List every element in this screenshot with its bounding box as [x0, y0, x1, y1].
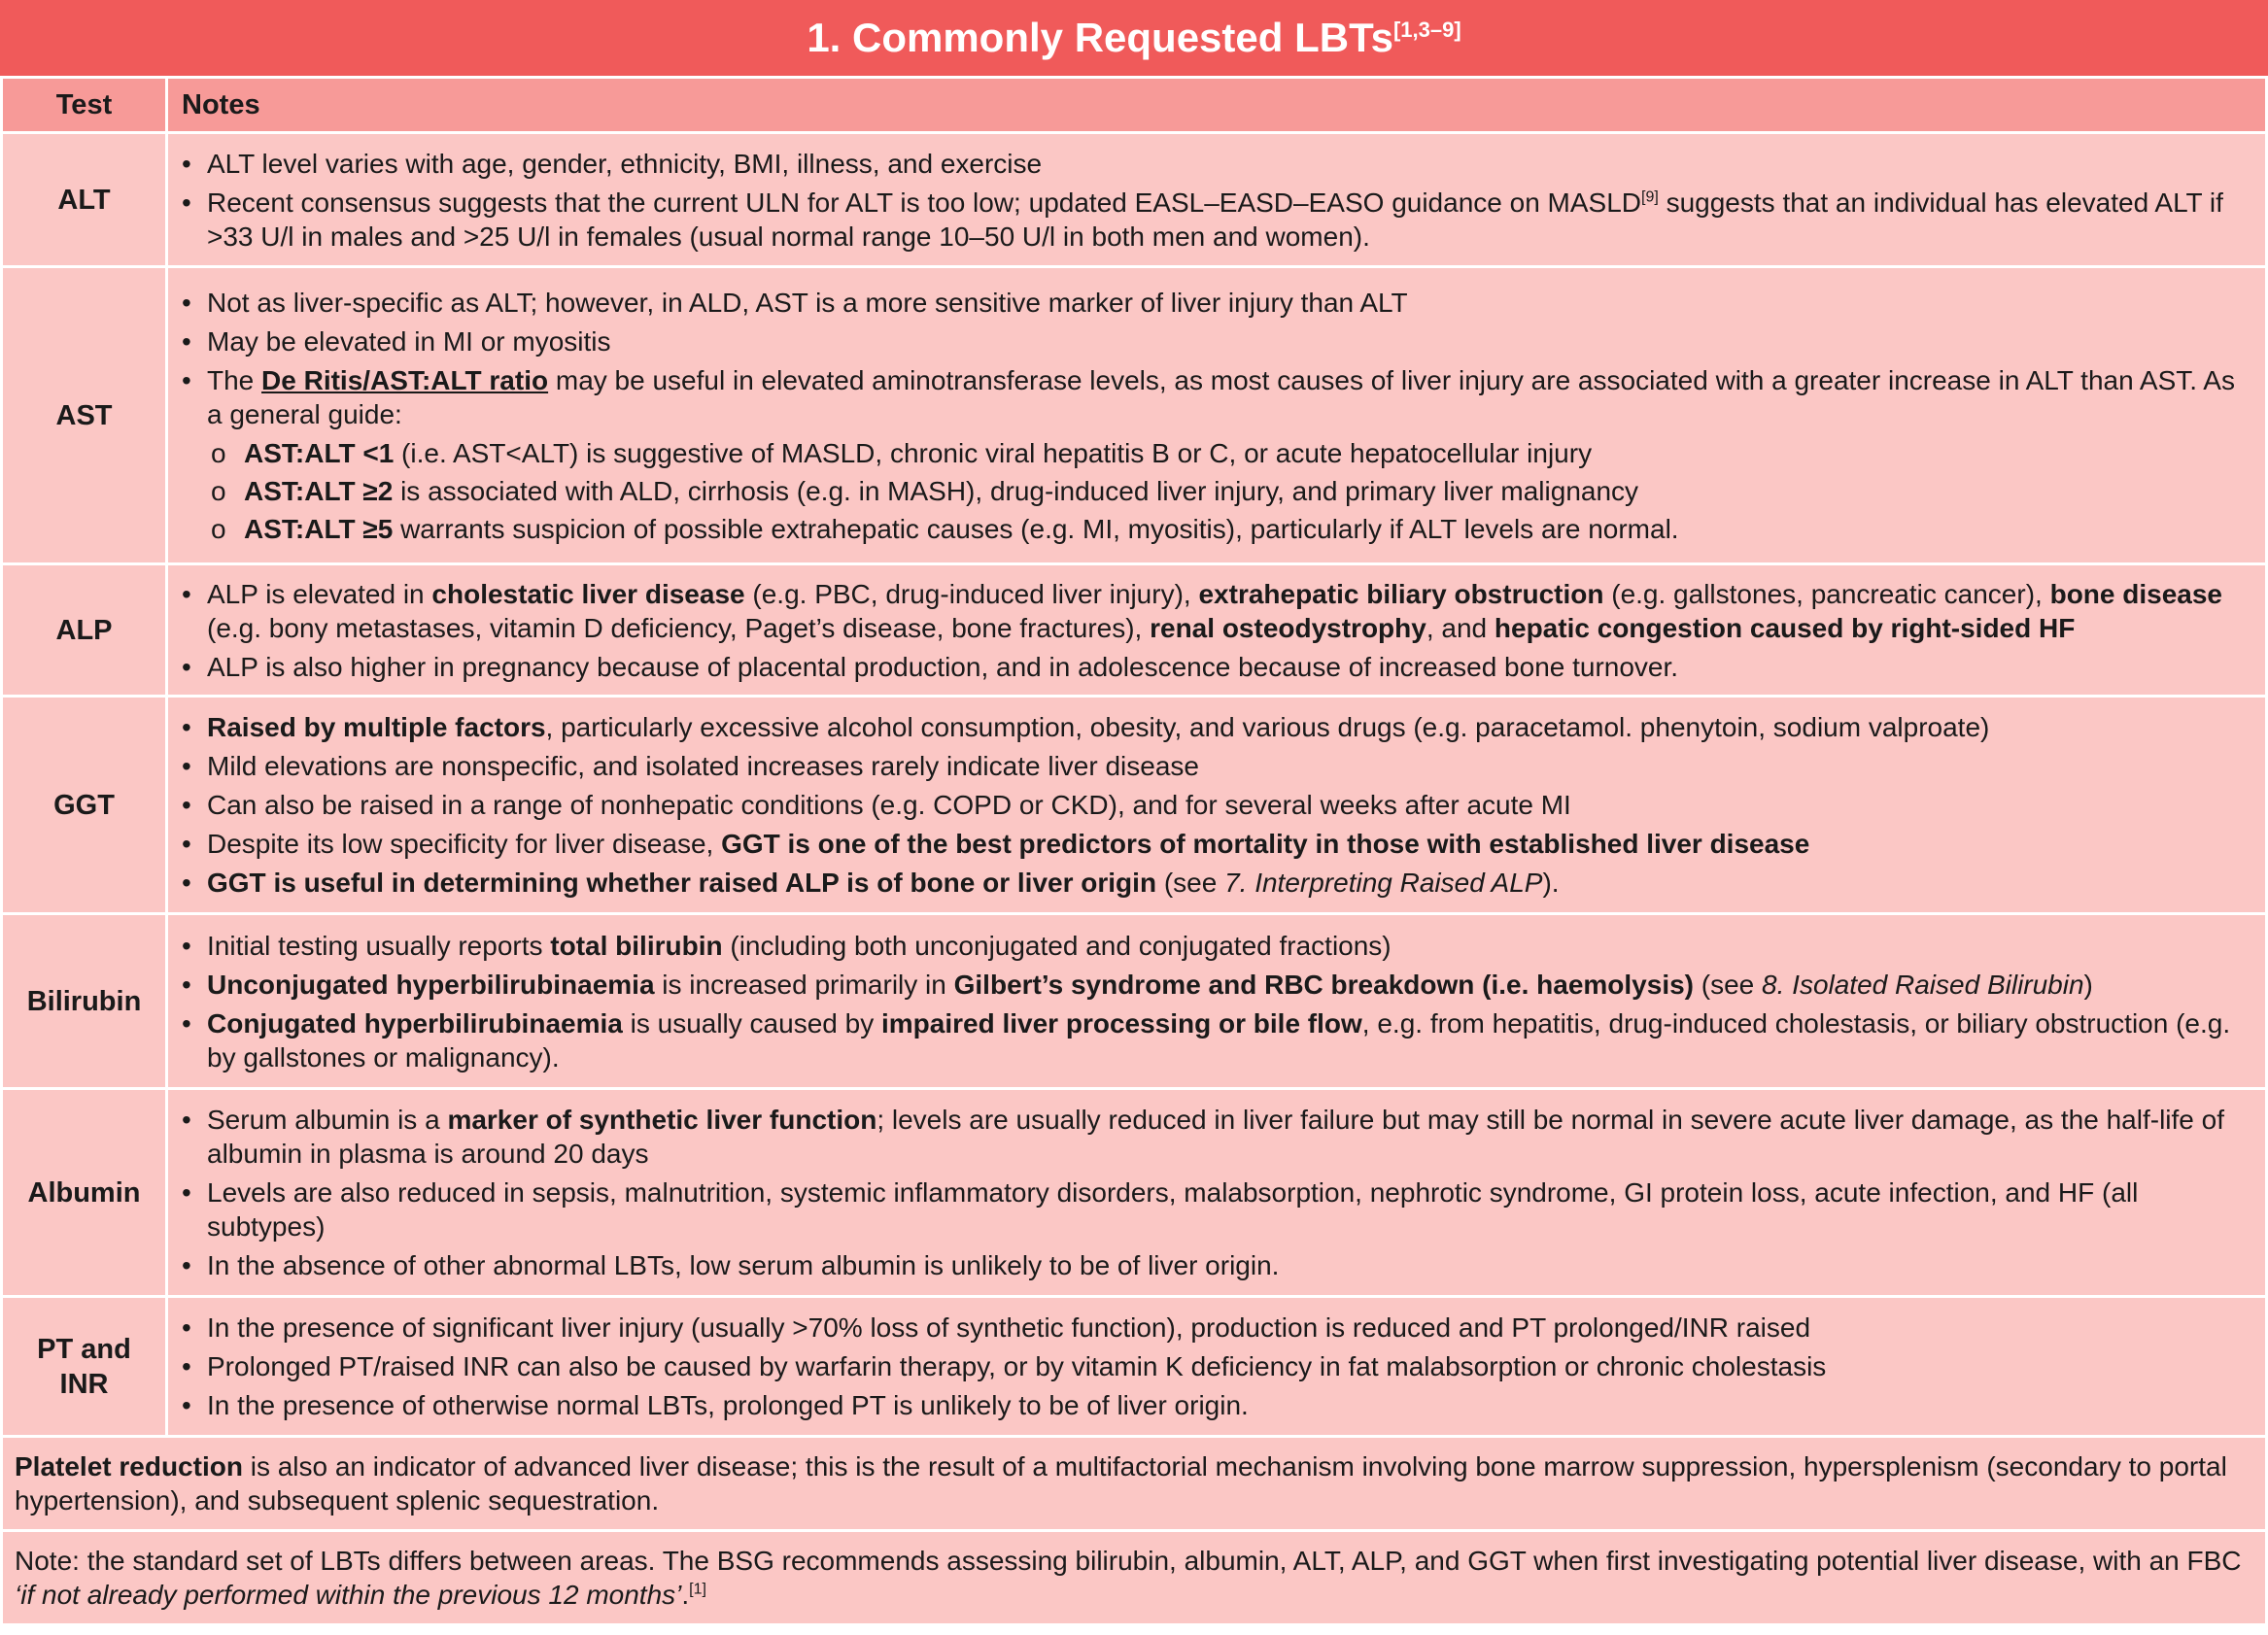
table-row-ggt — [2, 697, 2267, 914]
lbt-table — [0, 76, 2268, 1626]
reference: [9] — [1641, 188, 1659, 206]
list-item: • ALP is elevated in cholestatic liver disease (e.g. PBC, drug-induced liver injury), extrahepatic biliary obstruction (e.g. gallstones, pancreatic cancer), bone disease (e.g. bony metastases, vitamin D deficiency, Paget’s disease, bone fractures), renal osteodystrophy, and hepatic congestion caused by right-sided HF — [182, 578, 2222, 643]
platelet-row — [2, 1437, 2267, 1531]
list-item: • Initial testing usually reports total bilirubin (including both unconjugated and conjugated fractions) — [182, 930, 1392, 961]
list-item: • In the absence of other abnormal LBTs, low serum albumin is unlikely to be of liver origin. — [182, 1250, 1280, 1280]
note-row — [2, 1531, 2267, 1625]
test-name: GGT — [2, 697, 167, 914]
platelet-note: Platelet reduction is also an indicator of advanced liver disease; this is the result of a multifactorial mechanism involving bone marrow suppression, hypersplenism (secondary to portal hypertension), and subsequent splenic sequestration. — [2, 1437, 2267, 1531]
reference: [1] — [689, 1581, 706, 1598]
list-item: • ALP is also higher in pregnancy because of placental production, and in adolescence because of increased bone turnover. — [182, 651, 1679, 682]
table-row-bilirubin — [2, 914, 2267, 1089]
list-item: • May be elevated in MI or myositis — [182, 325, 611, 357]
list-item: • Recent consensus suggests that the current ULN for ALT is too low; updated EASL–EASD–EASO guidance on MASLD[9] suggests that an individual has elevated ALT if >33 U/l in males and >25 U/l in females (usual normal range 10–50 U/l in both men and women). — [182, 187, 2223, 252]
list-item: • In the presence of significant liver injury (usually >70% loss of synthetic function), production is reduced and PT prolonged/INR raised — [182, 1312, 1811, 1343]
notes-cell — [167, 267, 2267, 564]
notes-cell — [167, 697, 2267, 914]
notes-cell — [167, 914, 2267, 1089]
notes-cell — [167, 1297, 2267, 1437]
list-item: • GGT is useful in determining whether raised ALP is of bone or liver origin (see 7. Interpreting Raised ALP). — [182, 868, 1560, 898]
panel-title — [0, 0, 2268, 76]
sub-list-item: o AST:ALT ≥5 warrants suspicion of possible extrahepatic causes (e.g. MI, myositis), particularly if ALT levels are normal. — [211, 513, 1679, 544]
list-item: • Serum albumin is a marker of synthetic liver function; levels are usually reduced in liver failure but may still be normal in severe acute liver damage, as the half-life of albumin in plasma is around 20 days — [182, 1105, 2224, 1169]
list-item: • In the presence of otherwise normal LBTs, prolonged PT is unlikely to be of liver origin. — [182, 1390, 1249, 1420]
header-test: Test — [2, 78, 167, 133]
table-row-alt — [2, 133, 2267, 267]
de-ritis-term: De Ritis/AST:ALT ratio — [261, 364, 549, 395]
title-ref: [1,3–9] — [1392, 17, 1461, 42]
list-item: • Despite its low specificity for liver disease, GGT is one of the best predictors of mortality in those with established liver disease — [182, 829, 1810, 859]
table-header-row — [2, 78, 2267, 133]
notes-cell — [167, 564, 2267, 697]
title-text: 1. Commonly Requested LBTs — [807, 15, 1393, 60]
list-item: • Mild elevations are nonspecific, and isolated increases rarely indicate liver disease — [182, 751, 1199, 781]
list-item: • The De Ritis/AST:ALT ratio may be useful in elevated aminotransferase levels, as most causes of liver injury are associated with a greater increase in ALT than AST. As a general guide: — [182, 364, 2235, 429]
test-name: AST — [2, 267, 167, 564]
cross-reference: 7. Interpreting Raised ALP — [1224, 868, 1543, 898]
footnote: Note: the standard set of LBTs differs between areas. The BSG recommends assessing bilirubin, albumin, ALT, ALP, and GGT when first investigating potential liver disease, with an FBC ‘if not already performed within the previous 12 months’.[1] — [2, 1531, 2267, 1625]
test-name: Bilirubin — [2, 914, 167, 1089]
notes-cell — [167, 1089, 2267, 1297]
list-item: • Levels are also reduced in sepsis, malnutrition, systemic inflammatory disorders, malabsorption, nephrotic syndrome, GI protein loss, acute infection, and HF (all subtypes) — [182, 1177, 2139, 1242]
table-row-ast — [2, 267, 2267, 564]
header-notes: Notes — [167, 78, 2267, 133]
list-item: • Conjugated hyperbilirubinaemia is usually caused by impaired liver processing or bile flow, e.g. from hepatitis, drug-induced cholestasis, or biliary obstruction (e.g. by gallstones or malignancy). — [182, 1007, 2231, 1073]
list-item: • ALT level varies with age, gender, ethnicity, BMI, illness, and exercise — [182, 148, 1043, 179]
list-item: • Can also be raised in a range of nonhepatic conditions (e.g. COPD or CKD), and for several weeks after acute MI — [182, 790, 1571, 820]
table-row-pt-inr — [2, 1297, 2267, 1437]
cross-reference: 8. Isolated Raised Bilirubin — [1762, 969, 2084, 1000]
test-name: ALT — [2, 133, 167, 267]
sub-list-item: o AST:ALT ≥2 is associated with ALD, cirrhosis (e.g. in MASH), drug-induced liver injury, and primary liver malignancy — [211, 475, 1639, 506]
list-item: • Unconjugated hyperbilirubinaemia is increased primarily in Gilbert’s syndrome and RBC breakdown (i.e. haemolysis) (see 8. Isolated Raised Bilirubin) — [182, 969, 2093, 1000]
test-name: PT and INR — [2, 1297, 167, 1437]
table-row-alp — [2, 564, 2267, 697]
list-item: • Raised by multiple factors, particularly excessive alcohol consumption, obesity, and various drugs (e.g. paracetamol. phenytoin, sodium valproate) — [182, 712, 1990, 742]
test-name: ALP — [2, 564, 167, 697]
test-name: Albumin — [2, 1089, 167, 1297]
list-item: • Not as liver-specific as ALT; however, in ALD, AST is a more sensitive marker of liver injury than ALT — [182, 287, 1408, 318]
sub-list-item: o AST:ALT <1 (i.e. AST<ALT) is suggestive of MASLD, chronic viral hepatitis B or C, or acute hepatocellular injury — [211, 437, 1593, 468]
table-row-albumin — [2, 1089, 2267, 1297]
notes-cell — [167, 133, 2267, 267]
list-item: • Prolonged PT/raised INR can also be caused by warfarin therapy, or by vitamin K deficiency in fat malabsorption or chronic cholestasis — [182, 1351, 1827, 1381]
